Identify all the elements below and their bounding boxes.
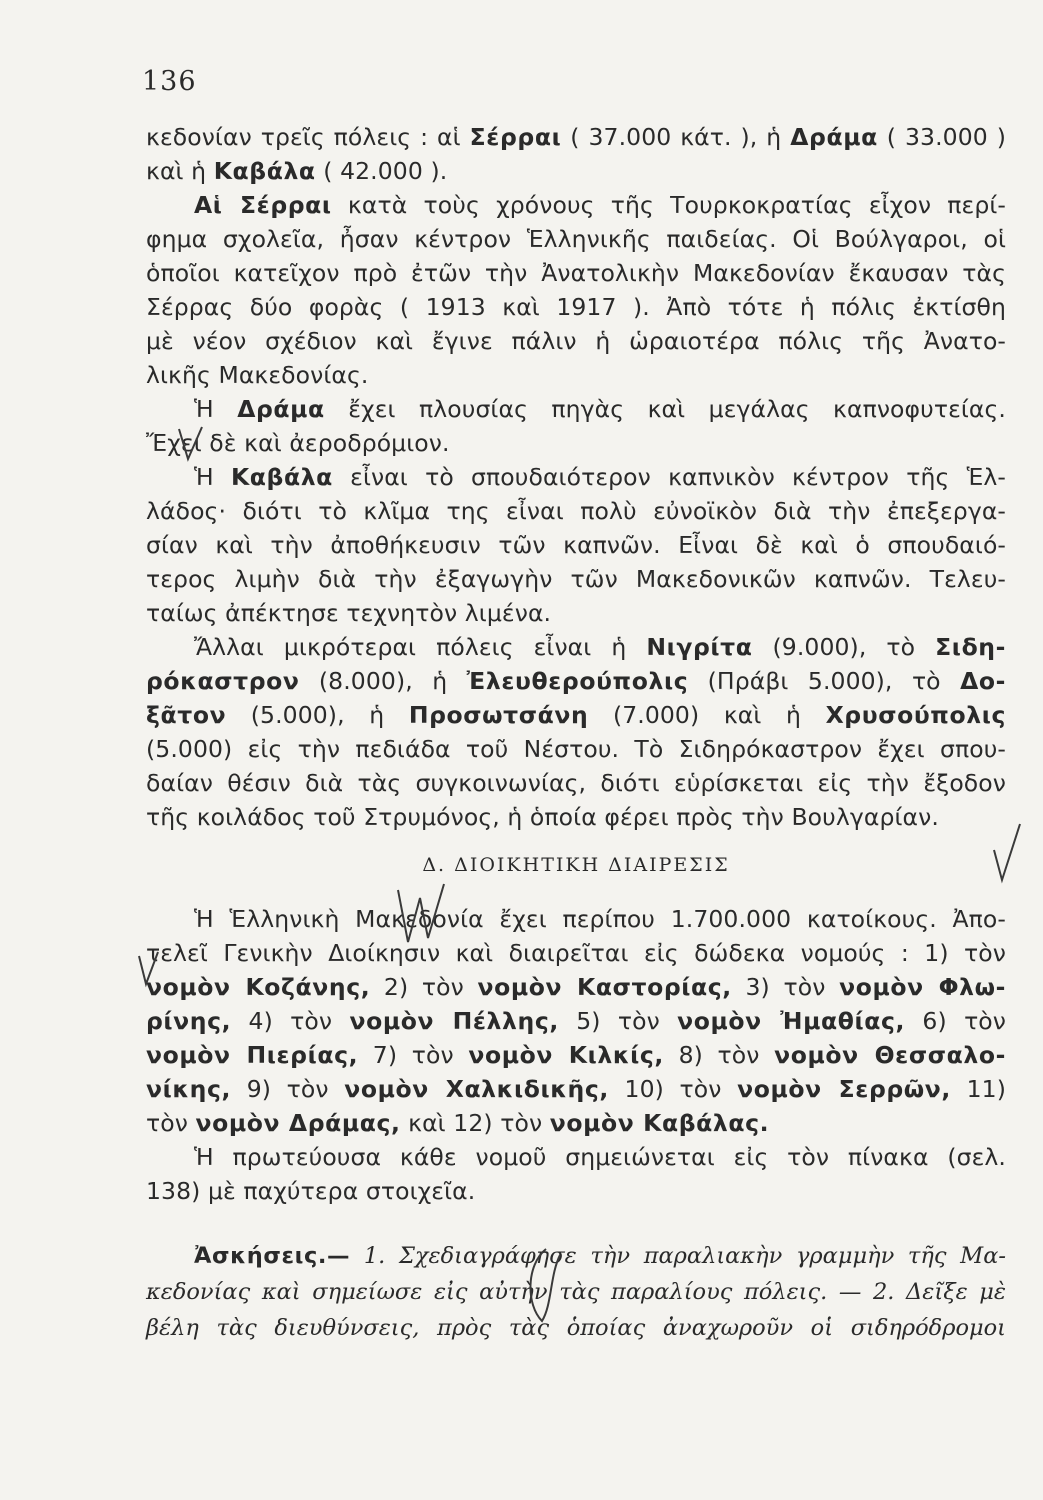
bold-prefecture: νομὸν Θεσσαλο- (774, 1041, 1006, 1069)
bold-prefecture: νομὸν Πέλλης, (349, 1007, 559, 1035)
text-line: ὁποῖοι κατεῖχον πρὸ ἐτῶν τὴν Ἀνατολικὴν Μακεδονίαν ἔκαυσαν τὰς (146, 259, 1006, 287)
text-line: (5.000) εἰς τὴν πεδιάδα τοῦ Νέστου. Τὸ Σιδηρόκαστρον ἔχει σπου- (146, 735, 1006, 763)
bold-place-name: Προσωτσάνη (408, 701, 589, 729)
bold-prefecture: νομὸν Πιερίας, (146, 1041, 359, 1069)
bold-place-name: Δο- (960, 667, 1006, 695)
page-number: 136 (142, 66, 197, 97)
bold-prefecture: νομὸν Καστορίας, (477, 973, 732, 1001)
bold-place-name: ξᾶτον (146, 701, 227, 729)
exercises-line: Ἀσκήσεις.— 1. Σχεδιαγράφησε τὴν παραλιακὴν γραμμὴν τῆς Μα- (194, 1243, 1006, 1269)
bold-place-name: Νιγρίτα (646, 633, 753, 661)
text-line: φημα σχολεῖα, ἦσαν κέντρον Ἑλληνικῆς παιδείας. Οἱ Βούλγαροι, οἱ (146, 225, 1006, 253)
text-line: κεδονίαν τρεῖς πόλεις : αἱ Σέρραι ( 37.000 κάτ. ), ἡ Δράμα ( 33.000 ) (146, 123, 1006, 151)
bold-place-name: Δράμα (790, 123, 878, 151)
bold-place-name: Ἐλευθερούπολις (466, 667, 689, 695)
text-line: τερος λιμὴν διὰ τὴν ἐξαγωγὴν τῶν Μακεδονικῶν καπνῶν. Τελευ- (146, 565, 1006, 593)
text-line: νίκης, 9) τὸν νομὸν Χαλκιδικῆς, 10) τὸν νομὸν Σερρῶν, 11) (146, 1075, 1006, 1103)
exercises-label: Ἀσκήσεις.— (194, 1243, 351, 1269)
bold-place-name: Σιδη- (935, 633, 1006, 661)
text-line: Ἡ πρωτεύουσα κάθε νομοῦ σημειώνεται εἰς τὸν πίνακα (σελ. (194, 1143, 1006, 1171)
text-line: ξᾶτον (5.000), ἡ Προσωτσάνη (7.000) καὶ ἡ Χρυσούπολις (146, 701, 1006, 729)
bold-prefecture: νομὸν Κιλκίς, (468, 1041, 664, 1069)
bold-prefecture: νομὸν Καβάλας. (549, 1109, 770, 1137)
bold-place-name: Δράμα (237, 395, 325, 423)
bold-place-name: Σέρραι (469, 123, 562, 151)
exercises-line: βέλη τὰς διευθύνσεις, πρὸς τὰς ὁποίας ἀναχωροῦν οἱ σιδηρόδρομοι (146, 1315, 1006, 1341)
section-heading: Δ. ΔΙΟΙΚΗΤΙΚΗ ΔΙΑΙΡΕΣΙΣ (422, 854, 730, 876)
bold-prefecture: νομὸν Φλω- (839, 973, 1006, 1001)
text-line: Ἡ Ἑλληνικὴ Μακεδονία ἔχει περίπου 1.700.000 κατοίκους. Ἀπο- (194, 905, 1006, 933)
text-line: μὲ νέον σχέδιον καὶ ἔγινε πάλιν ἡ ὡραιοτέρα πόλις τῆς Ἀνατο- (146, 327, 1006, 355)
text-line: Αἱ Σέρραι κατὰ τοὺς χρόνους τῆς Τουρκοκρατίας εἶχον περί- (194, 191, 1006, 219)
text-line: τελεῖ Γενικὴν Διοίκησιν καὶ διαιρεῖται εἰς δώδεκα νομούς : 1) τὸν (146, 939, 1006, 967)
text-line: 138) μὲ παχύτερα στοιχεῖα. (146, 1177, 476, 1205)
exercises-line: κεδονίας καὶ σημείωσε εἰς αὐτὴν τὰς παραλίους πόλεις. — 2. Δεῖξε μὲ (146, 1279, 1006, 1305)
text-line: τῆς κοιλάδος τοῦ Στρυμόνος, ἡ ὁποία φέρει πρὸς τὴν Βουλγαρίαν. (146, 803, 939, 831)
bold-place-name: Καβάλα (230, 463, 333, 491)
bold-prefecture: ρίνης, (146, 1007, 232, 1035)
text-line: Ἄλλαι μικρότεραι πόλεις εἶναι ἡ Νιγρίτα (9.000), τὸ Σιδη- (194, 633, 1006, 661)
bold-prefecture: νομὸν Ἠμαθίας, (677, 1007, 906, 1035)
text-line: λικῆς Μακεδονίας. (146, 361, 369, 389)
text-line: νομὸν Κοζάνης, 2) τὸν νομὸν Καστορίας, 3) τὸν νομὸν Φλω- (146, 973, 1006, 1001)
bold-prefecture: νομὸν Δράμας, (195, 1109, 401, 1137)
text-line: καὶ ἡ Καβάλα ( 42.000 ). (146, 157, 448, 185)
text-line: δαίαν θέσιν διὰ τὰς συγκοινωνίας, διότι εὑρίσκεται εἰς τὴν ἔξοδον (146, 769, 1006, 797)
text-line: ρόκαστρον (8.000), ἡ Ἐλευθερούπολις (Πράβι 5.000), τὸ Δο- (146, 667, 1006, 695)
text-line: σίαν καὶ τὴν ἀποθήκευσιν τῶν καπνῶν. Εἶναι δὲ καὶ ὁ σπουδαιό- (146, 531, 1006, 559)
bold-place-name: Αἱ Σέρραι (194, 191, 332, 219)
text-line: Σέρρας δύο φορὰς ( 1913 καὶ 1917 ). Ἀπὸ τότε ἡ πόλις ἐκτίσθη (146, 293, 1006, 321)
bold-prefecture: νομὸν Κοζάνης, (146, 973, 371, 1001)
text-line: ρίνης, 4) τὸν νομὸν Πέλλης, 5) τὸν νομὸν Ἠμαθίας, 6) τὸν (146, 1007, 1007, 1035)
text-line: νομὸν Πιερίας, 7) τὸν νομὸν Κιλκίς, 8) τὸν νομὸν Θεσσαλο- (146, 1041, 1006, 1069)
text-line: Ἡ Καβάλα εἶναι τὸ σπουδαιότερον καπνικὸν κέντρον τῆς Ἑλ- (194, 463, 1006, 491)
bold-prefecture: νομὸν Χαλκιδικῆς, (344, 1075, 609, 1103)
bold-place-name: Καβάλα (213, 157, 316, 185)
text-line: λάδος· διότι τὸ κλῖμα της εἶναι πολὺ εὐνοϊκὸν διὰ τὴν ἐπεξεργα- (146, 497, 1006, 525)
bold-place-name: Χρυσούπολις (825, 701, 1006, 729)
bold-place-name: ρόκαστρον (146, 667, 300, 695)
bold-prefecture: νομὸν Σερρῶν, (737, 1075, 951, 1103)
text-line: τὸν νομὸν Δράμας, καὶ 12) τὸν νομὸν Καβάλας. (146, 1109, 770, 1137)
text-line: ταίως ἀπέκτησε τεχνητὸν λιμένα. (146, 599, 552, 627)
page-body (146, 120, 1006, 1346)
text-line: Ἔχει δὲ καὶ ἀεροδρόμιον. (146, 429, 450, 457)
text-line: Ἡ Δράμα ἔχει πλουσίας πηγὰς καὶ μεγάλας καπνοφυτείας. (194, 395, 1006, 423)
bold-prefecture: νίκης, (146, 1075, 232, 1103)
